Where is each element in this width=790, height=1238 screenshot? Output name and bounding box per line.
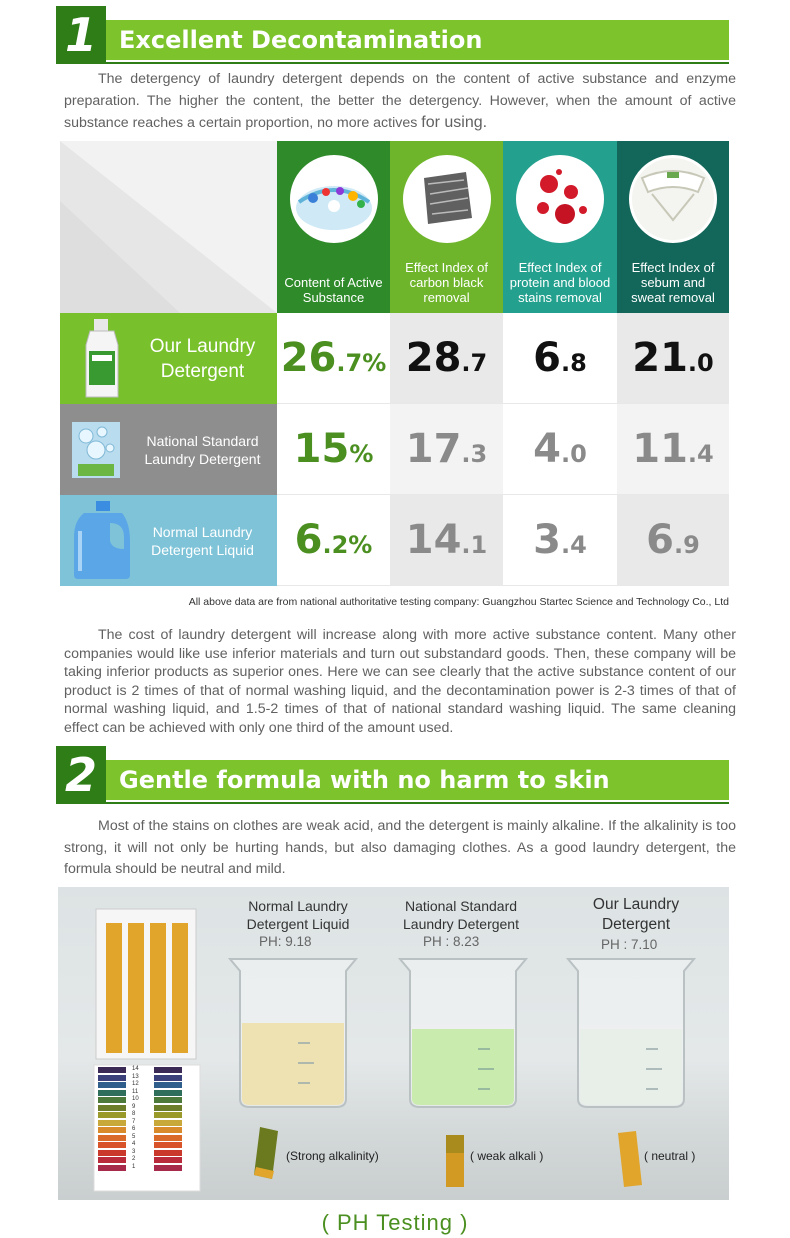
ph-strip-icon xyxy=(254,1127,280,1183)
section-1-body: The cost of laundry detergent will increase along with more active substance content. Many other companies would like use inferior materials and turn out substandard goods. Then, these company will be taking inferior products as superior ones. Here we can see clearly that the active substance content of our product is 2 times of that of normal washing liquid, and the decontamination power is 2-3 times of that of normal washing liquid, and 1.5-2 times of that of national standard washing liquid. The same cleaning effect can be achieved with only one third of the amount used. xyxy=(64,627,736,736)
ph-scale-swatch xyxy=(98,1127,126,1133)
ph-scale-number: 7 xyxy=(132,1118,136,1125)
ph-scale-swatch xyxy=(98,1075,126,1081)
ph-scale-swatch xyxy=(98,1135,126,1141)
ph-scale-entry xyxy=(98,1127,198,1134)
ph-scale-number: 11 xyxy=(132,1088,139,1095)
table-corner xyxy=(60,141,277,313)
ph-scale-entry xyxy=(98,1105,198,1112)
ph-scale-entry xyxy=(98,1097,198,1104)
ph-scale-swatch xyxy=(98,1150,126,1156)
ph-strip-icon xyxy=(618,1131,642,1189)
section-underline xyxy=(106,802,729,804)
value-cell: 15% xyxy=(277,404,390,494)
ph-scale-swatch xyxy=(98,1112,126,1118)
shirt-collar-icon xyxy=(629,155,717,243)
ph-scale-swatch xyxy=(154,1127,182,1133)
section-title: Gentle formula with no harm to skin xyxy=(106,760,729,800)
value-cell: 17.3 xyxy=(390,404,503,494)
ph-scale-entry xyxy=(98,1150,198,1157)
beaker-icon xyxy=(388,953,538,1113)
beaker-icon xyxy=(556,953,706,1113)
ph-result-ours: ( neutral ) xyxy=(644,1149,696,1163)
ph-scale-swatch xyxy=(154,1157,182,1163)
ph-scale-swatch xyxy=(154,1120,182,1126)
ph-scale-swatch xyxy=(98,1165,126,1171)
value-cell: 6.8 xyxy=(503,313,617,403)
column-header-protein-blood: Effect Index of protein and blood stains removal xyxy=(503,141,617,313)
section-1-intro: The detergency of laundry detergent depends on the content of active substance and enzyme preparation. The higher the content, the better the detergency. However, when the amount of active substance reaches a certain proportion, no more actives for using. xyxy=(64,71,736,131)
ph-scale-number: 12 xyxy=(132,1081,139,1087)
ph-scale-entry xyxy=(98,1165,198,1172)
comparison-table xyxy=(60,141,729,586)
ph-scale-swatch xyxy=(98,1105,126,1111)
ph-scale-entry xyxy=(98,1120,198,1127)
ph-scale-number: 4 xyxy=(132,1141,136,1147)
value-cell: 21.0 xyxy=(617,313,729,403)
section-number: 1 xyxy=(56,6,106,64)
ph-scale-entry xyxy=(98,1112,198,1119)
ph-scale-swatch xyxy=(98,1082,126,1088)
ph-scale-swatch xyxy=(98,1120,126,1126)
ph-scale-swatch xyxy=(154,1097,182,1103)
ph-scale-swatch xyxy=(98,1067,126,1073)
ph-scale-swatch xyxy=(98,1157,126,1163)
ph-scale-number: 6 xyxy=(132,1126,136,1132)
ph-scale-swatch xyxy=(154,1112,182,1118)
data-source-note: All above data are from national authoritative testing company: Guangzhou Startec Science and Technology Co., Ltd xyxy=(188,596,729,608)
ph-scale-number: 1 xyxy=(132,1163,136,1170)
ph-scale-swatch xyxy=(154,1165,182,1171)
ph-testing-photo xyxy=(58,887,729,1200)
ph-scale-swatch xyxy=(154,1067,182,1073)
section-1-header xyxy=(56,6,729,64)
ph-scale-entry xyxy=(98,1135,198,1142)
value-cell: 4.0 xyxy=(503,404,617,494)
ph-scale-swatch xyxy=(154,1082,182,1088)
column-header-carbon-black: Effect Index of carbon black removal xyxy=(390,141,503,313)
beaker-icon xyxy=(218,953,368,1113)
ph-scale-swatch xyxy=(98,1097,126,1103)
ph-scale-number: 14 xyxy=(132,1066,139,1072)
ph-scale-entry xyxy=(98,1090,198,1097)
beaker-label-national: National Standard Laundry Detergent PH : 8.23 xyxy=(403,898,519,949)
ph-scale-swatch xyxy=(154,1150,182,1156)
ph-scale-swatch xyxy=(154,1075,182,1081)
ph-scale-number: 8 xyxy=(132,1111,136,1117)
ph-scale-entry xyxy=(98,1075,198,1082)
ph-scale-swatch xyxy=(154,1105,182,1111)
section-underline xyxy=(106,62,729,64)
soap-bubbles-icon xyxy=(72,422,120,478)
blue-jug-icon xyxy=(70,501,134,581)
ph-scale-swatch xyxy=(98,1142,126,1148)
section-number: 2 xyxy=(56,746,106,804)
ph-testing-caption: ( PH Testing ) xyxy=(321,1210,469,1235)
value-cell: 26.7% xyxy=(277,313,390,403)
ph-scale-entry xyxy=(98,1157,198,1164)
section-2-header xyxy=(56,746,729,804)
beaker-label-ours: Our Laundry Detergent PH : 7.10 xyxy=(592,896,680,952)
carbon-black-icon xyxy=(403,155,491,243)
row-header-normal-liquid: Normal Laundry Detergent Liquid xyxy=(60,495,277,586)
row-header-our-detergent: Our Laundry Detergent xyxy=(60,313,277,404)
ph-result-normal: (Strong alkalinity) xyxy=(286,1149,379,1163)
ph-scale-swatch xyxy=(98,1090,126,1096)
ph-scale-entry xyxy=(98,1082,198,1089)
ph-scale-swatch xyxy=(154,1142,182,1148)
ph-result-national: ( weak alkali ) xyxy=(470,1149,544,1163)
ph-scale-swatch xyxy=(154,1090,182,1096)
ph-scale-number: 10 xyxy=(132,1096,139,1102)
ph-scale-entry xyxy=(98,1067,198,1074)
blood-stain-icon xyxy=(516,155,604,243)
value-cell: 3.4 xyxy=(503,495,617,585)
column-header-sebum-sweat: Effect Index of sebum and sweat removal xyxy=(617,141,729,313)
value-cell: 14.1 xyxy=(390,495,503,585)
ph-scale-swatch xyxy=(154,1135,182,1141)
value-cell: 6.9 xyxy=(617,495,729,585)
row-header-national-standard: National Standard Laundry Detergent xyxy=(60,404,277,495)
value-cell: 28.7 xyxy=(390,313,503,403)
value-cell: 6.2% xyxy=(277,495,390,585)
ph-scale-number: 5 xyxy=(132,1133,136,1140)
ph-strip-icon xyxy=(444,1135,466,1191)
ph-scale-number: 9 xyxy=(132,1103,136,1110)
detergent-bottle-icon xyxy=(82,319,122,399)
bubbles-icon xyxy=(290,155,378,243)
column-header-active-substance: Content of Active Substance xyxy=(277,141,390,313)
value-cell: 11.4 xyxy=(617,404,729,494)
section-title: Excellent Decontamination xyxy=(106,20,729,60)
ph-scale-number: 2 xyxy=(132,1156,136,1162)
ph-scale-number: 13 xyxy=(132,1073,139,1080)
ph-scale-number: 3 xyxy=(132,1148,136,1155)
beaker-label-normal: Normal Laundry Detergent Liquid PH: 9.18 xyxy=(246,898,350,949)
section-2-intro: Most of the stains on clothes are weak acid, and the detergent is mainly alkaline. If the alkalinity is too strong, it will not only be hurting hands, but also damaging clothes. As a good laundry detergent, the formula should be neutral and mild. xyxy=(64,818,736,877)
ph-scale-entry xyxy=(98,1142,198,1149)
